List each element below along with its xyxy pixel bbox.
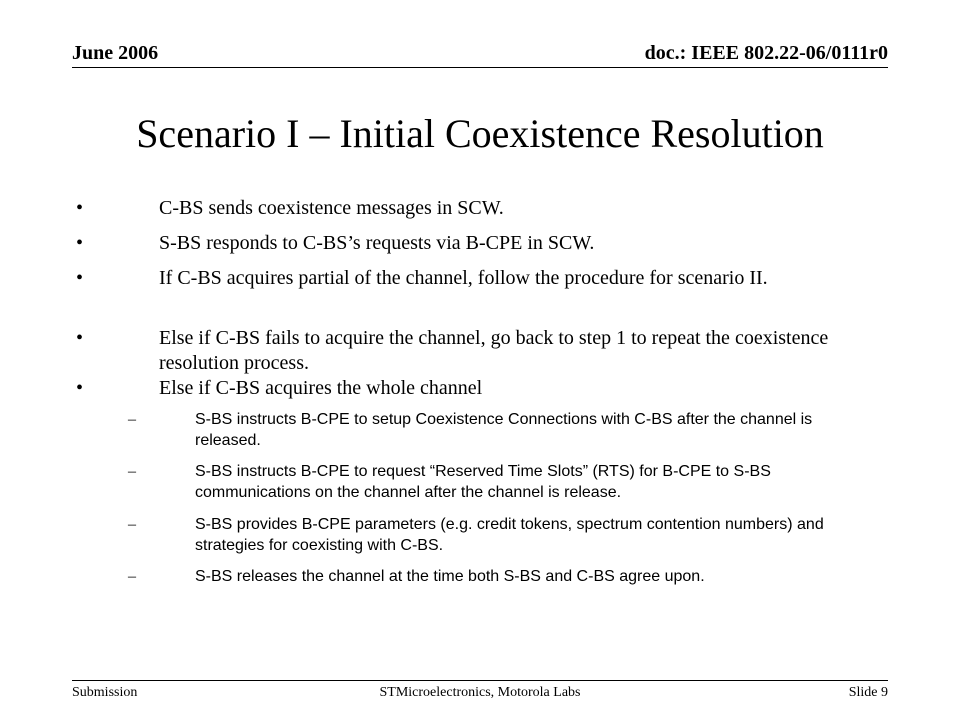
- bullet-marker: •: [76, 327, 84, 349]
- bullet-marker: •: [76, 232, 84, 254]
- footer-submission: Submission: [72, 685, 138, 700]
- bullet-text: If C-BS acquires partial of the channel, follow the procedure for scenario II.: [159, 267, 768, 289]
- bullet-text: S-BS responds to C-BS’s requests via B-CPE in SCW.: [159, 232, 595, 254]
- bullet-text: C-BS sends coexistence messages in SCW.: [159, 197, 504, 219]
- sub-bullet-text: S-BS instructs B-CPE to request “Reserved Time Slots” (RTS) for B-CPE to S-BS communications on the channel after the channel is release.: [195, 463, 771, 501]
- header-divider: [72, 67, 888, 68]
- footer-organizations: STMicroelectronics, Motorola Labs: [379, 685, 581, 700]
- bullet-text: Else if C-BS acquires the whole channel: [159, 377, 483, 399]
- sub-bullet-marker: –: [128, 411, 136, 428]
- header-date: June 2006: [72, 42, 159, 64]
- sub-bullet-marker: –: [128, 568, 136, 585]
- sub-bullet-marker: –: [128, 463, 136, 480]
- slide-title: Scenario I – Initial Coexistence Resolution: [136, 111, 824, 156]
- footer-slide-number: Slide 9: [848, 685, 888, 700]
- sub-bullet-text: S-BS provides B-CPE parameters (e.g. credit tokens, spectrum contention numbers) and strategies for coexisting with C-BS.: [195, 516, 824, 554]
- bullet-text: Else if C-BS fails to acquire the channel, go back to step 1 to repeat the coexistence resolution process.: [159, 327, 829, 374]
- sub-bullet-text: S-BS instructs B-CPE to setup Coexistence Connections with C-BS after the channel is released.: [195, 411, 813, 449]
- footer-divider: [72, 680, 888, 681]
- bullet-marker: •: [76, 267, 84, 289]
- bullet-marker: •: [76, 197, 84, 219]
- sub-bullet-text: S-BS releases the channel at the time both S-BS and C-BS agree upon.: [195, 568, 705, 585]
- sub-bullet-marker: –: [128, 516, 136, 533]
- bullet-marker: •: [76, 377, 84, 399]
- header-doc-id: doc.: IEEE 802.22-06/0111r0: [644, 42, 888, 64]
